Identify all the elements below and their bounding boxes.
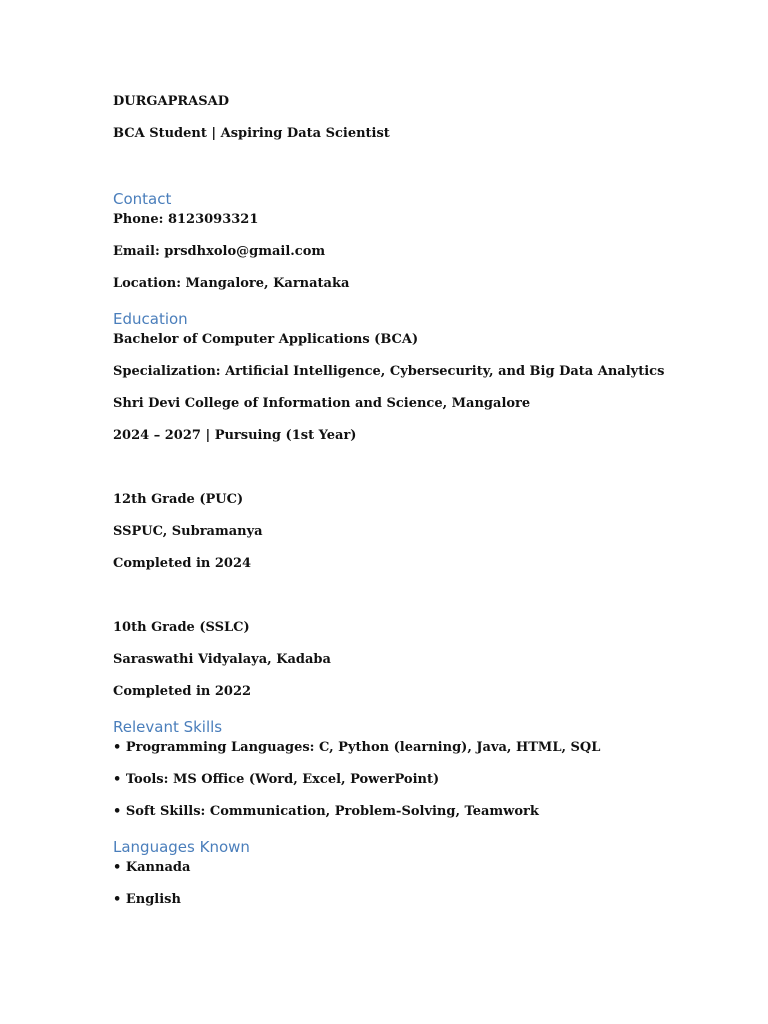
skill-item-programming: • Programming Languages: C, Python (learning), Java, HTML, SQL	[113, 740, 601, 755]
contact-phone: Phone: 8123093321	[113, 212, 259, 227]
education-college: Shri Devi College of Information and Science, Mangalore	[113, 396, 531, 411]
skills-heading: Relevant Skills	[113, 718, 223, 736]
contact-location: Location: Mangalore, Karnataka	[113, 276, 350, 291]
sslc-school: Saraswathi Vidyalaya, Kadaba	[113, 652, 331, 667]
language-item-english: • English	[113, 892, 181, 907]
language-item-kannada: • Kannada	[113, 860, 191, 875]
contact-email: Email: prsdhxolo@gmail.com	[113, 244, 326, 259]
education-specialization: Specialization: Artificial Intelligence, Cybersecurity, and Big Data Analytics	[113, 364, 665, 379]
skill-item-tools: • Tools: MS Office (Word, Excel, PowerPoint)	[113, 772, 440, 787]
puc-school: SSPUC, Subramanya	[113, 524, 263, 539]
candidate-name: DURGAPRASAD	[113, 94, 230, 109]
languages-heading: Languages Known	[113, 838, 250, 856]
contact-heading: Contact	[113, 190, 172, 208]
skill-item-soft-skills: • Soft Skills: Communication, Problem-Solving, Teamwork	[113, 804, 539, 819]
sslc-grade: 10th Grade (SSLC)	[113, 620, 250, 635]
sslc-completed: Completed in 2022	[113, 684, 252, 699]
education-heading: Education	[113, 310, 188, 328]
puc-grade: 12th Grade (PUC)	[113, 492, 244, 507]
puc-completed: Completed in 2024	[113, 556, 252, 571]
candidate-tagline: BCA Student | Aspiring Data Scientist	[113, 126, 390, 141]
education-duration: 2024 – 2027 | Pursuing (1st Year)	[113, 428, 357, 443]
education-degree: Bachelor of Computer Applications (BCA)	[113, 332, 419, 347]
